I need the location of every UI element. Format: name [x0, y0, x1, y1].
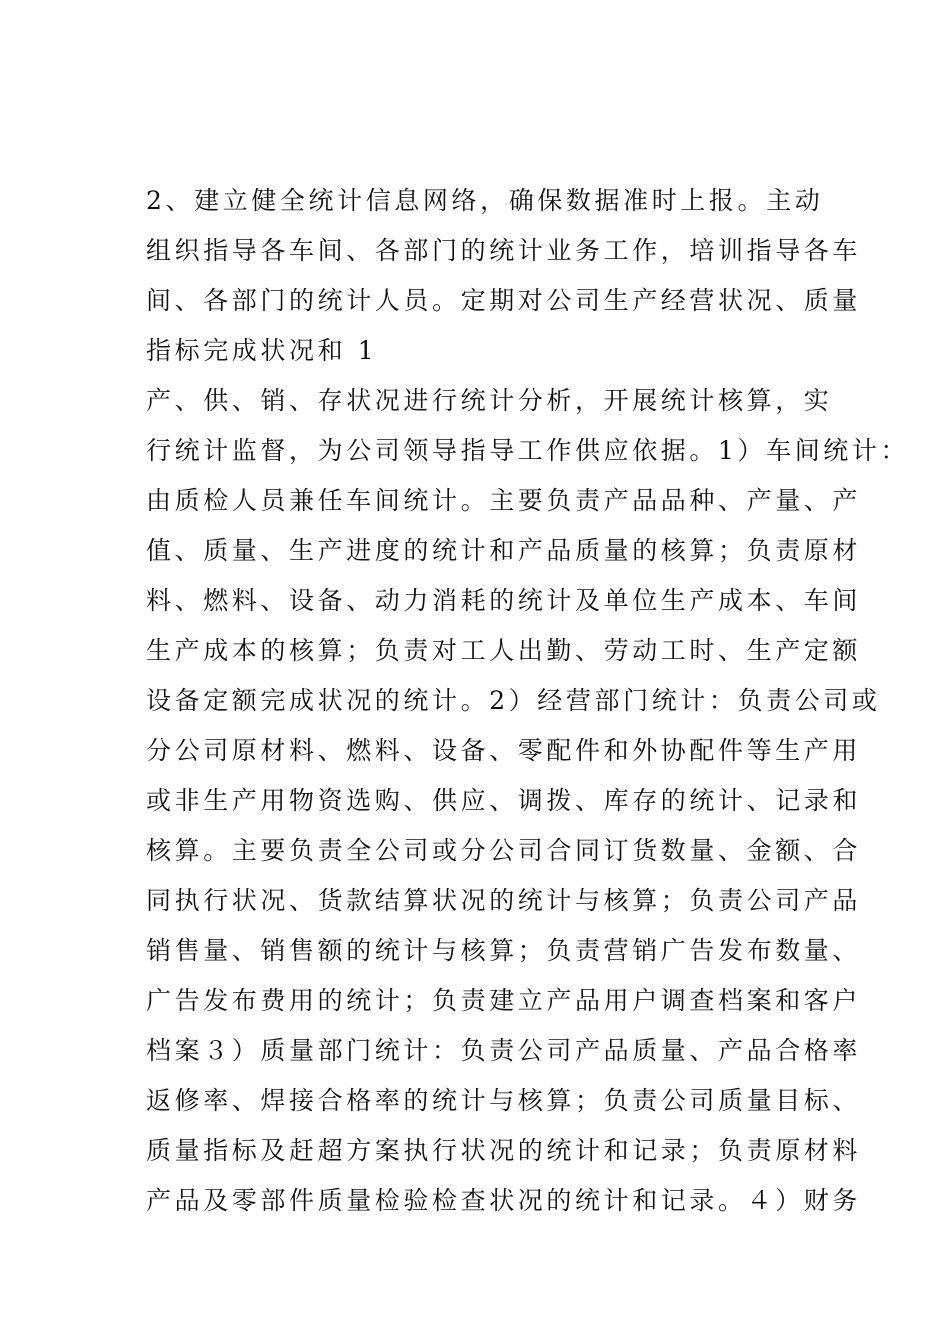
text-line: 料、燃料、设备、动力消耗的统计及单位生产成本、车间	[146, 586, 862, 615]
text-line: 质量指标及赶超方案执行状况的统计和记录；负责原材料	[146, 1136, 862, 1165]
text-line: 销售量、销售额的统计与核算；负责营销广告发布数量、	[146, 936, 862, 965]
text-line: 或非生产用物资选购、供应、调拨、库存的统计、记录和	[146, 786, 862, 815]
text-line: 档案３）质量部门统计：负责公司产品质量、产品合格率	[146, 1036, 862, 1065]
text-line: 产、供、销、存状况进行统计分析，开展统计核算，实	[146, 386, 833, 415]
text-line: 指标完成状况和 1	[146, 336, 378, 365]
text-line: 广告发布费用的统计；负责建立产品用户调查档案和客户	[146, 986, 862, 1015]
text-line: 分公司原材料、燃料、设备、零配件和外协配件等生产用	[146, 736, 862, 765]
text-line: 间、各部门的统计人员。定期对公司生产经营状况、质量	[146, 286, 862, 315]
text-line: 产品及零部件质量检验检查状况的统计和记录。４）财务	[146, 1186, 862, 1215]
text-line: 设备定额完成状况的统计。2）经营部门统计：负责公司或	[146, 686, 881, 715]
text-line: 组织指导各车间、各部门的统计业务工作，培训指导各车	[146, 236, 862, 265]
text-line: 由质检人员兼任车间统计。主要负责产品品种、产量、产	[146, 486, 862, 515]
text-line: 行统计监督，为公司领导指导工作供应依据。1）车间统计：	[146, 436, 910, 465]
text-line: 生产成本的核算；负责对工人出勤、劳动工时、生产定额	[146, 636, 862, 665]
text-line: 值、质量、生产进度的统计和产品质量的核算；负责原材	[146, 536, 862, 565]
paragraph-department-statistics	[146, 376, 910, 1226]
text-line: 同执行状况、货款结算状况的统计与核算；负责公司产品	[146, 886, 862, 915]
text-line: 返修率、焊接合格率的统计与核算；负责公司质量目标、	[146, 1086, 862, 1115]
text-line: 核算。主要负责全公司或分公司合同订货数量、金额、合	[146, 836, 862, 865]
text-line: 2、建立健全统计信息网络，确保数据准时上报。主动	[146, 186, 824, 215]
paragraph-statistics-network	[146, 176, 862, 376]
